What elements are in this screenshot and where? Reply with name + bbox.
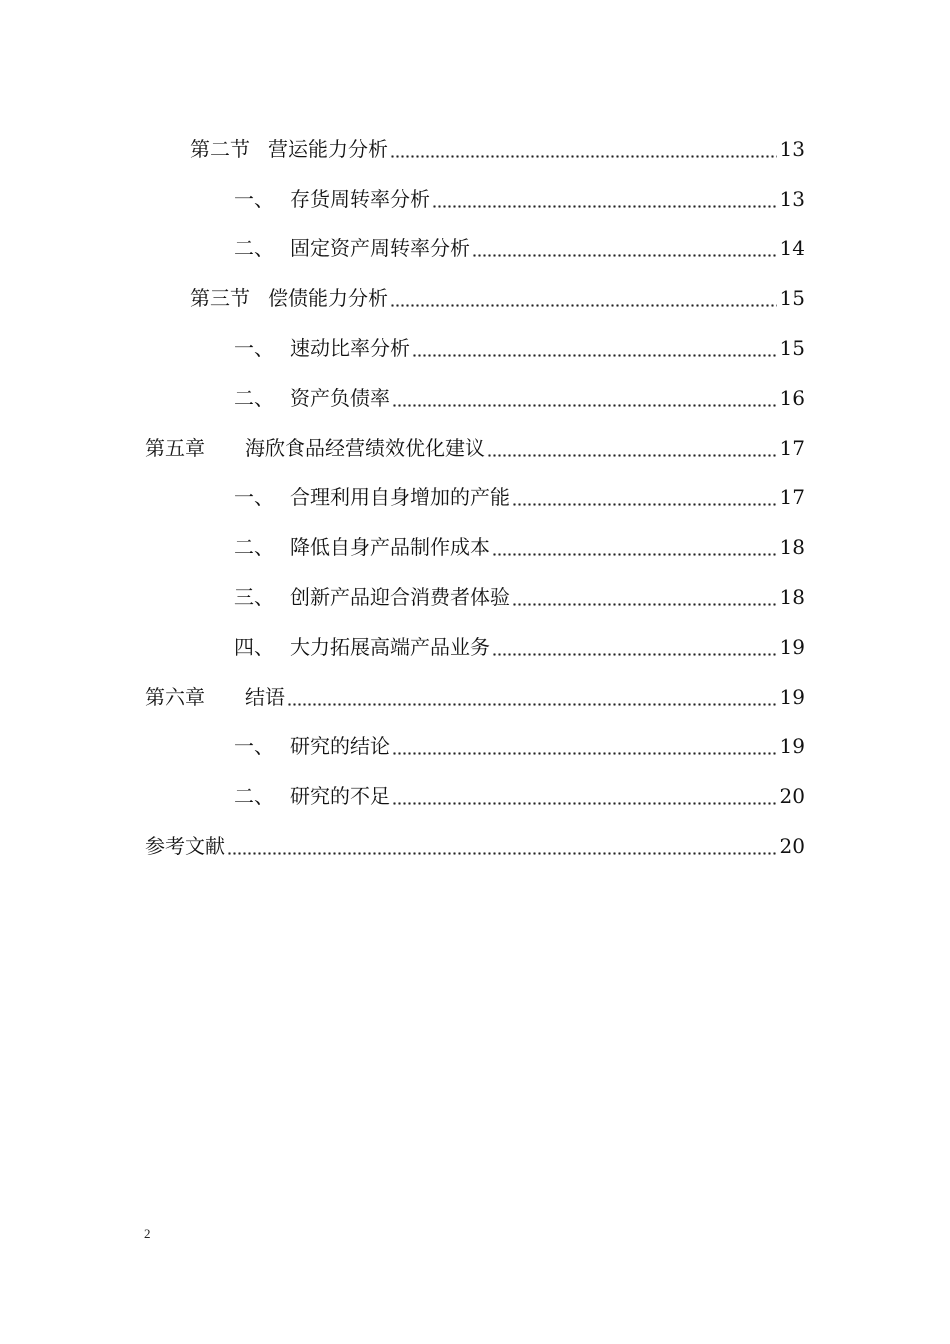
toc-entry-title: 速动比率分析 — [290, 336, 410, 361]
toc-entry-title: 海欣食品经营绩效优化建议 — [245, 435, 485, 460]
toc-entry-page: 19 — [779, 684, 805, 709]
dot-leader — [287, 681, 777, 713]
dot-leader — [390, 133, 777, 165]
toc-entry-page: 16 — [779, 385, 805, 410]
toc-entry[interactable] — [0, 473, 950, 523]
toc-entry-number: 一、 — [234, 186, 274, 211]
toc-entry-page: 19 — [779, 734, 805, 759]
toc-entry[interactable] — [0, 522, 950, 572]
toc-entry-page: 17 — [779, 435, 805, 460]
toc-entry-page: 15 — [779, 336, 805, 361]
dot-leader — [392, 382, 777, 414]
toc-entry[interactable] — [0, 124, 950, 174]
table-of-contents — [0, 124, 950, 871]
toc-entry-number: 二、 — [234, 535, 274, 560]
toc-entry-title: 研究的不足 — [290, 784, 390, 809]
toc-entry-page: 17 — [779, 485, 805, 510]
toc-entry-title: 结语 — [245, 684, 285, 709]
toc-entry-number: 三、 — [234, 585, 274, 610]
toc-entry-title: 存货周转率分析 — [290, 186, 430, 211]
page-number: 2 — [144, 1226, 151, 1241]
toc-entry-page: 15 — [779, 286, 805, 311]
dot-leader — [392, 780, 777, 812]
toc-entry-page: 14 — [779, 236, 805, 261]
toc-entry-number: 第二节 — [190, 136, 250, 161]
dot-leader — [512, 481, 777, 513]
toc-entry-number: 二、 — [234, 784, 274, 809]
toc-entry-title: 固定资产周转率分析 — [290, 236, 470, 261]
toc-entry[interactable] — [0, 821, 950, 871]
toc-entry-page: 20 — [779, 784, 805, 809]
toc-entry[interactable] — [0, 771, 950, 821]
toc-entry-page: 13 — [779, 186, 805, 211]
toc-entry-page: 13 — [779, 136, 805, 161]
toc-entry[interactable] — [0, 373, 950, 423]
toc-entry[interactable] — [0, 174, 950, 224]
toc-entry-page: 18 — [779, 535, 805, 560]
toc-entry[interactable] — [0, 423, 950, 473]
toc-entry-title: 研究的结论 — [290, 734, 390, 759]
toc-entry[interactable] — [0, 273, 950, 323]
toc-entry-number: 一、 — [234, 485, 274, 510]
toc-entry-title: 资产负债率 — [290, 385, 390, 410]
toc-entry-number: 第五章 — [145, 435, 205, 460]
toc-entry-title: 参考文献 — [145, 834, 225, 859]
dot-leader — [472, 232, 777, 264]
toc-entry-number: 二、 — [234, 385, 274, 410]
toc-entry-number: 第三节 — [190, 286, 250, 311]
toc-entry-title: 营运能力分析 — [268, 136, 388, 161]
toc-entry-title: 降低自身产品制作成本 — [290, 535, 490, 560]
toc-entry-number: 四、 — [234, 634, 274, 659]
toc-entry-number: 一、 — [234, 336, 274, 361]
toc-entry-number: 二、 — [234, 236, 274, 261]
dot-leader — [390, 282, 777, 314]
dot-leader — [227, 830, 777, 862]
toc-entry-title: 偿债能力分析 — [268, 286, 388, 311]
dot-leader — [392, 730, 777, 762]
toc-entry[interactable] — [0, 672, 950, 722]
toc-entry-title: 大力拓展高端产品业务 — [290, 634, 490, 659]
dot-leader — [432, 183, 777, 215]
toc-entry-title: 合理利用自身增加的产能 — [290, 485, 510, 510]
toc-entry[interactable] — [0, 622, 950, 672]
toc-entry-number: 第六章 — [145, 684, 205, 709]
toc-entry-page: 19 — [779, 634, 805, 659]
toc-entry-title: 创新产品迎合消费者体验 — [290, 585, 510, 610]
dot-leader — [412, 332, 777, 364]
toc-entry-number: 一、 — [234, 734, 274, 759]
toc-entry[interactable] — [0, 224, 950, 274]
toc-entry-page: 18 — [779, 585, 805, 610]
dot-leader — [492, 631, 777, 663]
toc-entry[interactable] — [0, 722, 950, 772]
toc-entry[interactable] — [0, 572, 950, 622]
dot-leader — [492, 531, 777, 563]
toc-entry-page: 20 — [779, 834, 805, 859]
toc-entry[interactable] — [0, 323, 950, 373]
dot-leader — [487, 432, 777, 464]
dot-leader — [512, 581, 777, 613]
